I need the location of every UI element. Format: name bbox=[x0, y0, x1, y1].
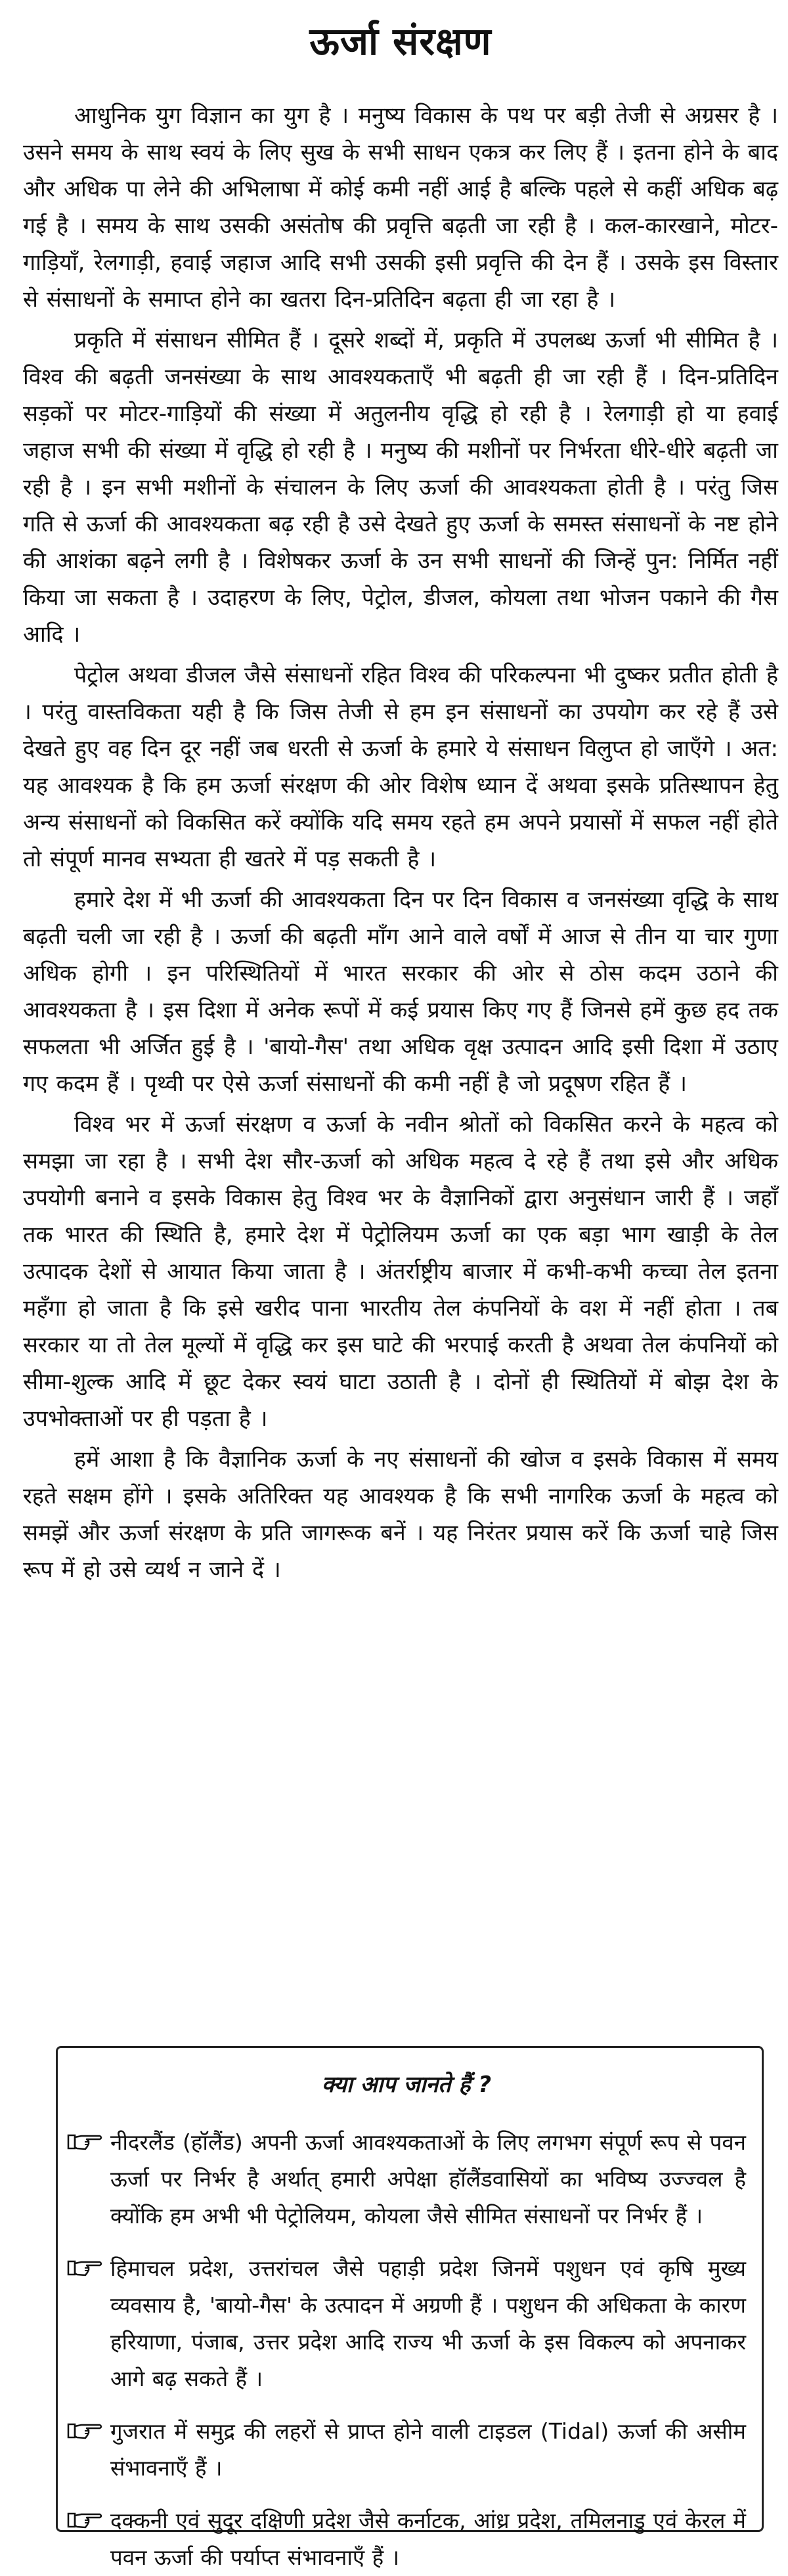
pointing-hand-icon bbox=[67, 2257, 110, 2283]
fact-item bbox=[67, 2250, 746, 2397]
paragraph-6: हमें आशा है कि वैज्ञानिक ऊर्जा के नए संसाधनों की खोज व इसके विकास में समय रहते सक्षम होंगे । इसके अतिरिक्त यह आवश्यक है कि सभी नागरिक ऊर्जा के महत्व को समझें और ऊर्जा संरक्षण के प्रति जागरूक बनें । यह निरंतर प्रयास करें कि ऊर्जा चाहे जिस रूप में हो उसे व्यर्थ न जाने दें । bbox=[23, 1446, 778, 1583]
fact-text: नीदरलैंड (हॉलैंड) अपनी ऊर्जा आवश्यकताओं के लिए लगभग संपूर्ण रूप से पवन ऊर्जा पर निर्भर है अर्थात् हमारी अपेक्षा हॉलैंडवासियों का भविष्य उज्ज्वल है क्योंकि हम अभी भी पेट्रोलियम, कोयला जैसे सीमित संसाधनों पर निर्भर हैं । bbox=[110, 2129, 746, 2229]
pointing-hand-icon bbox=[67, 2420, 110, 2446]
page-title: ऊर्जा संरक्षण bbox=[309, 19, 492, 64]
pointing-hand-icon bbox=[67, 2509, 110, 2535]
pointing-hand-icon bbox=[67, 2131, 110, 2157]
fact-text: हिमाचल प्रदेश, उत्तरांचल जैसे पहाड़ी प्रदेश जिनमें पशुधन एवं कृषि मुख्य व्यवसाय है, 'बायो-गैस' के उत्पादन में अग्रणी हैं । पशुधन की अधिकता के कारण हरियाणा, पंजाब, उत्तर प्रदेश आदि राज्य भी ऊर्जा के इस विकल्प को अपनाकर आगे बढ़ सकते हैं । bbox=[110, 2255, 746, 2391]
paragraph-2: प्रकृति में संसाधन सीमित हैं । दूसरे शब्दों में, प्रकृति में उपलब्ध ऊर्जा भी सीमित है । विश्व की बढ़ती जनसंख्या के साथ आवश्यकताएँ भी बढ़ती ही जा रही हैं । दिन-प्रतिदिन सड़कों पर मोटर-गाड़ियों की संख्या में अतुलनीय वृद्धि हो रही है । रेलगाड़ी हो या हवाई जहाज सभी की संख्या में वृद्धि हो रही है । मनुष्य की मशीनों पर निर्भरता धीरे-धीरे बढ़ती जा रही है । इन सभी मशीनों के संचालन के लिए ऊर्जा की आवश्यकता होती है । परंतु जिस गति से ऊर्जा की आवश्यकता बढ़ रही है उसे देखते हुए ऊर्जा के समस्त संसाधनों के नष्ट होने की आशंका बढ़ने लगी है । विशेषकर ऊर्जा के उन सभी साधनों की जिन्हें पुन: निर्मित नहीं किया जा सकता है । उदाहरण के लिए, पेट्रोल, डीजल, कोयला तथा भोजन पकाने की गैस आदि । bbox=[23, 327, 778, 648]
fact-item bbox=[67, 2413, 746, 2487]
did-you-know-title: क्या आप जानते हैं ? bbox=[321, 2072, 492, 2098]
fact-item bbox=[67, 2124, 746, 2234]
fact-item bbox=[67, 2502, 746, 2576]
paragraph-5: विश्व भर में ऊर्जा संरक्षण व ऊर्जा के नवीन श्रोतों को विकसित करने के महत्व को समझा जा रहा है । सभी देश सौर-ऊर्जा को अधिक महत्व दे रहे हैं तथा इसे और अधिक उपयोगी बनाने व इसके विकास हेतु विश्व भर के वैज्ञानिकों द्वारा अनुसंधान जारी हैं । जहाँ तक भारत की स्थिति है, हमारे देश में पेट्रोलियम ऊर्जा का एक बड़ा भाग खाड़ी के तेल उत्पादक देशों से आयात किया जाता है । अंतर्राष्ट्रीय बाजार में कभी-कभी कच्चा तेल इतना महँगा हो जाता है कि इसे खरीद पाना भारतीय तेल कंपनियों के वश में नहीं होता । तब सरकार या तो तेल मूल्यों में वृद्धि कर इस घाटे की भरपाई करती है अथवा तेल कंपनियों को सीमा-शुल्क आदि में छूट देकर स्वयं घाटा उठाती है । दोनों ही स्थितियों में बोझ देश के उपभोक्ताओं पर ही पड़ता है । bbox=[23, 1111, 778, 1432]
paragraph-1: आधुनिक युग विज्ञान का युग है । मनुष्य विकास के पथ पर बड़ी तेजी से अग्रसर है । उसने समय के साथ स्वयं के लिए सुख के सभी साधन एकत्र कर लिए हैं । इतना होने के बाद और अधिक पा लेने की अभिलाषा में कोई कमी नहीं आई है बल्कि पहले से कहीं अधिक बढ़ गई है । समय के साथ उसकी असंतोष की प्रवृत्ति बढ़ती जा रही है । कल-कारखाने, मोटर-गाड़ियाँ, रेलगाड़ी, हवाई जहाज आदि सभी उसकी इसी प्रवृत्ति की देन हैं । उसके इस विस्तार से संसाधनों के समाप्त होने का खतरा दिन-प्रतिदिन बढ़ता ही जा रहा है । bbox=[23, 102, 778, 313]
paragraph-4: हमारे देश में भी ऊर्जा की आवश्यकता दिन पर दिन विकास व जनसंख्या वृद्धि के साथ बढ़ती चली जा रही है । ऊर्जा की बढ़ती माँग आने वाले वर्षों में आज से तीन या चार गुणा अधिक होगी । इन परिस्थितियों में भारत सरकार की ओर से ठोस कदम उठाने की आवश्यकता है । इस दिशा में अनेक रूपों में कई प्रयास किए गए हैं जिनसे हमें कुछ हद तक सफलता भी अर्जित हुई है । 'बायो-गैस' तथा अधिक वृक्ष उत्पादन आदि इसी दिशा में उठाए गए कदम हैं । पृथ्वी पर ऐसे ऊर्जा संसाधनों की कमी नहीं है जो प्रदूषण रहित हैं । bbox=[23, 887, 778, 1097]
did-you-know-box bbox=[56, 2046, 764, 2570]
fact-text: दक्कनी एवं सुदूर दक्षिणी प्रदेश जैसे कर्नाटक, आंध्र प्रदेश, तमिलनाडु एवं केरल में पवन ऊर्जा की पर्याप्त संभावनाएँ हैं । bbox=[110, 2508, 746, 2570]
paragraph-3: पेट्रोल अथवा डीजल जैसे संसाधनों रहित विश्व की परिकल्पना भी दुष्कर प्रतीत होती है । परंतु वास्तविकता यही है कि जिस तेजी से हम इन संसाधनों का उपयोग कर रहे हैं उसे देखते हुए वह दिन दूर नहीं जब धरती से ऊर्जा के हमारे ये संसाधन विलुप्त हो जाएँगे । अत: यह आवश्यक है कि हम ऊर्जा संरक्षण की ओर विशेष ध्यान दें अथवा इसके प्रतिस्थापन हेतु अन्य संसाधनों को विकसित करें क्योंकि यदि समय रहते हम अपने प्रयासों में सफल नहीं होते तो संपूर्ण मानव सभ्यता ही खतरे में पड़ सकती है । bbox=[23, 662, 778, 872]
fact-text: गुजरात में समुद्र की लहरों से प्राप्त होने वाली टाइडल (Tidal) ऊर्जा की असीम संभावनाएँ हैं । bbox=[110, 2418, 746, 2481]
